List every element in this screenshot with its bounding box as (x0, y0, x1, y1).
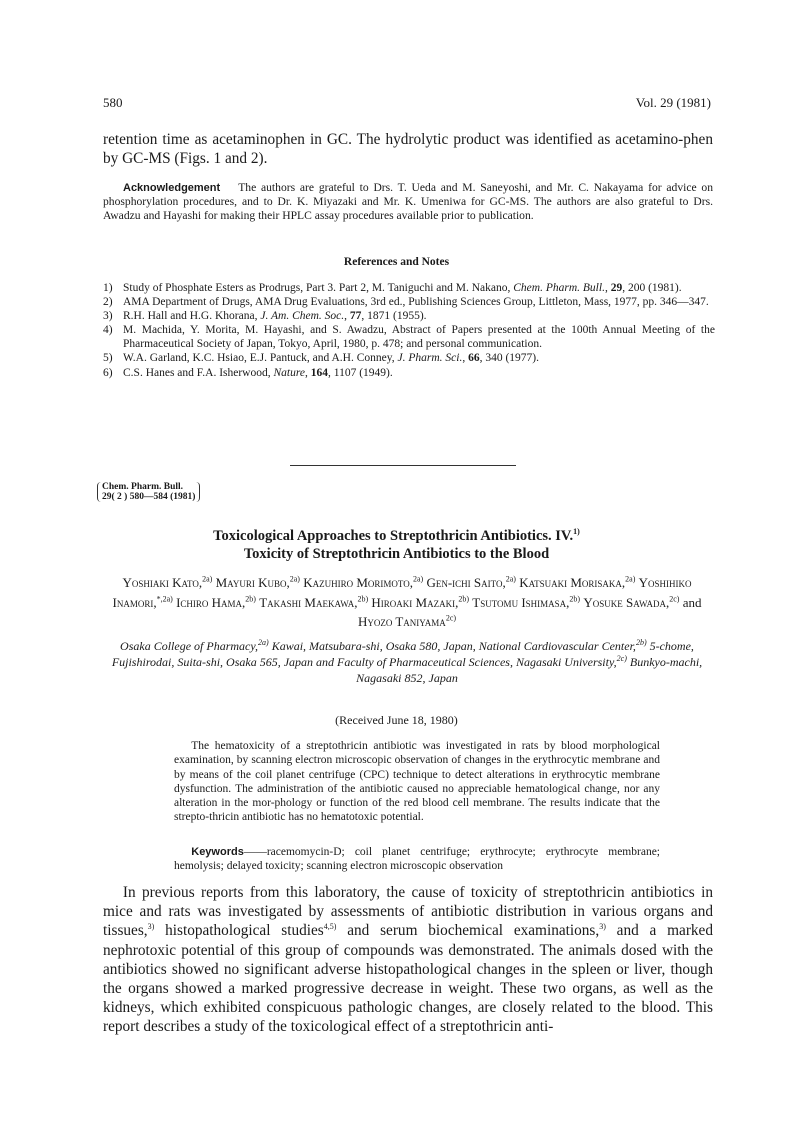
continuation-paragraph: retention time as acetaminophen in GC. The hydrolytic product was identified as acetamino-phen by GC-MS (Figs. 1 and 2). (103, 131, 713, 167)
reference-item (103, 281, 715, 295)
reference-volume: 77 (349, 310, 362, 323)
reference-volume: 164 (310, 366, 329, 379)
title-footnote: 1) (573, 527, 580, 537)
intro-text: and serum biochemical examinations, (336, 922, 600, 940)
reference-item (103, 295, 715, 309)
acknowledgement-text: The authors are grateful to Drs. T. Ueda and M. Saneyoshi, and Mr. C. Nakayama for advice on phosphorylation procedures, and to Dr. K. Miyazaki and Mr. K. Umeniwa for GC-MS. The authors are also grateful to Drs. Awadzu and Hayashi for making their HPLC assay procedures available prior to publication. (103, 181, 713, 223)
reference-sep: , (344, 310, 350, 323)
reference-pages: , 1107 (1949). (328, 366, 393, 379)
author-affiliation-mark: 2a) (505, 574, 516, 584)
journal-name: Chem. Pharm. Bull. (102, 482, 184, 492)
reference-journal: Chem. Pharm. Bull. (513, 282, 605, 294)
author-affiliation-mark: 2b) (458, 594, 470, 604)
author-affiliation-mark: 2c) (669, 594, 680, 604)
title-line-2: Toxicity of Streptothricin Antibiotics to the Blood (243, 546, 550, 562)
author-affiliation-mark: 2a) (625, 574, 636, 584)
reference-sep: , (462, 352, 469, 365)
citation-mark: 3) (599, 922, 606, 932)
affiliation-text: Osaka College of Pharmacy, (120, 639, 259, 653)
reference-number: 3) (103, 310, 113, 323)
author-affiliation-mark: 2b) (245, 594, 256, 604)
affiliation-text: Bunkyo-machi, Nagasaki 852, Japan (356, 655, 703, 685)
keywords-label: Keywords (191, 846, 244, 858)
reference-number: 6) (103, 366, 113, 379)
journal-citation-box (97, 482, 200, 502)
reference-sep: , (305, 366, 311, 379)
intro-text: and a marked nephrotoxic potential of this group of compounds was demonstrated. The animals dosed with the antibiotics showed no significant adverse histopathological changes in the spleen or liver, though the organs showed a marked progressive decrease in weight. These two organs, as well as the kidneys, which exhibited conspicuous pathologic changes, are closely related to the blood. This report describes a study of the toxicological effect of a streptothricin anti- (103, 922, 713, 1036)
author-name: Tsutomu Ishimasa, (472, 594, 570, 610)
references-heading: References and Notes (343, 256, 450, 268)
author-conjunction: and (682, 594, 702, 610)
reference-list (103, 281, 715, 380)
author-name: Mayuri Kubo, (215, 575, 290, 590)
acknowledgement (103, 181, 713, 224)
author-name: Yoshiaki Kato, (122, 575, 203, 590)
reference-pages: , 340 (1977). (479, 352, 539, 365)
section-divider (290, 465, 516, 466)
reference-sep: , (604, 282, 611, 294)
author-list (108, 573, 706, 632)
author-affiliation-mark: 2a) (202, 574, 213, 584)
reference-text: W.A. Garland, K.C. Hsiao, E.J. Pantuck, and A.H. Conney, (123, 352, 398, 365)
article-title (0, 527, 793, 563)
reference-pages: , 200 (1981). (622, 282, 682, 294)
affiliation-text: 5-chome, Fujishirodai, Suita-shi, Osaka 565, Japan and Faculty of Pharmaceutical Sciences, Nagasaki University, (111, 639, 694, 669)
title-line-1: Toxicological Approaches to Streptothricin Antibiotics. IV. (213, 528, 574, 544)
reference-journal: J. Pharm. Sci. (397, 352, 463, 365)
keywords (174, 845, 660, 874)
keywords-text: ——racemomycin-D; coil planet centrifuge; erythrocyte; erythrocyte membrane; hemolysis; delayed toxicity; scanning electron microscopic observation (174, 846, 660, 873)
intro-text: In previous reports from this laboratory, the cause of toxicity of streptothricin antibiotics in mice and rats was investigated by assessments of antibiotic distribution in various organs and tissues, (103, 884, 713, 940)
affiliation-text: Kawai, Matsubara-shi, Osaka 580, Japan, National Cardiovascular Center, (268, 639, 636, 653)
affiliation-mark: 2a) (258, 638, 269, 647)
affiliation-mark: 2b) (635, 638, 647, 647)
reference-pages: , 1871 (1955). (361, 310, 427, 323)
reference-number: 5) (103, 352, 113, 365)
author-affiliation-mark: 2a) (289, 574, 300, 584)
author-affiliation-mark: *,2a) (156, 594, 173, 604)
reference-item (103, 351, 715, 365)
citation-mark: 4,5) (323, 922, 337, 932)
author-name: Yosuke Sawada, (583, 594, 670, 610)
author-name: Hiroaki Mazaki, (371, 594, 459, 610)
author-name: Gen-ichi Saito, (426, 575, 506, 590)
reference-journal: Nature (273, 366, 306, 379)
intro-paragraph (103, 883, 713, 1037)
reference-number: 4) (103, 324, 113, 337)
reference-text: R.H. Hall and H.G. Khorana, (123, 310, 261, 323)
author-name: Takashi Maekawa, (259, 594, 358, 610)
intro-text: histopathological studies (154, 922, 324, 940)
acknowledgement-label: Acknowledgement (123, 182, 221, 194)
reference-journal: J. Am. Chem. Soc. (260, 310, 345, 323)
reference-item (103, 366, 715, 380)
author-affiliation-mark: 2c) (445, 613, 457, 623)
journal-volume-pages: 29( 2 ) 580—584 (1981) (102, 492, 196, 502)
received-date: (Received June 18, 1980) (335, 713, 458, 727)
author-affiliation-mark: 2b) (569, 594, 581, 604)
reference-text: Study of Phosphate Esters as Prodrugs, Part 3. Part 2, M. Taniguchi and M. Nakano, (123, 282, 514, 294)
reference-text: C.S. Hanes and F.A. Isherwood, (123, 366, 274, 379)
reference-number: 1) (103, 282, 113, 294)
reference-text: AMA Department of Drugs, AMA Drug Evaluations, 3rd ed., Publishing Sciences Group, Littleton, Mass, 1977, pp. 346—347. (123, 296, 709, 309)
author-affiliation-mark: 2a) (412, 574, 424, 584)
reference-text: M. Machida, Y. Morita, M. Hayashi, and S. Awadzu, Abstract of Papers presented at the 100th Annual Meeting of the Pharmaceutical Society of Japan, Tokyo, April, 1980, p. 478; and personal communication. (123, 324, 715, 351)
page-number: 580 (103, 95, 123, 110)
reference-volume: 66 (468, 352, 480, 365)
reference-item (103, 323, 715, 351)
affiliation-mark: 2c) (616, 654, 627, 663)
author-name: Katsuaki Morisaka, (519, 575, 626, 590)
affiliations (108, 638, 706, 686)
author-affiliation-mark: 2b) (357, 594, 369, 604)
author-name: Yoshihiko Inamori, (112, 575, 692, 610)
abstract: The hematoxicity of a streptothricin antibiotic was investigated in rats by blood morphological examination, by scanning electron microscopic observation of changes in the erythrocytic membrane and by means of the coil planet centrifuge (CPC) technique to detect alterations in erythrocytic membrane dysfunction. The administration of the antibiotic caused no appreciable hematological change, nor any alteration in the mor-phology or function of the red blood cell membrane. The results indicate that the strepto-thricin antibiotic has no hematotoxic potential. (174, 740, 660, 824)
volume-label: Vol. 29 (1981) (635, 95, 711, 110)
author-name: Hyozo Taniyama (357, 614, 446, 629)
author-name: Kazuhiro Morimoto, (303, 575, 413, 590)
reference-number: 2) (103, 296, 113, 309)
author-name: Ichiro Hama, (176, 594, 246, 610)
citation-mark: 3) (147, 922, 155, 932)
reference-volume: 29 (610, 282, 623, 294)
reference-item (103, 309, 715, 323)
